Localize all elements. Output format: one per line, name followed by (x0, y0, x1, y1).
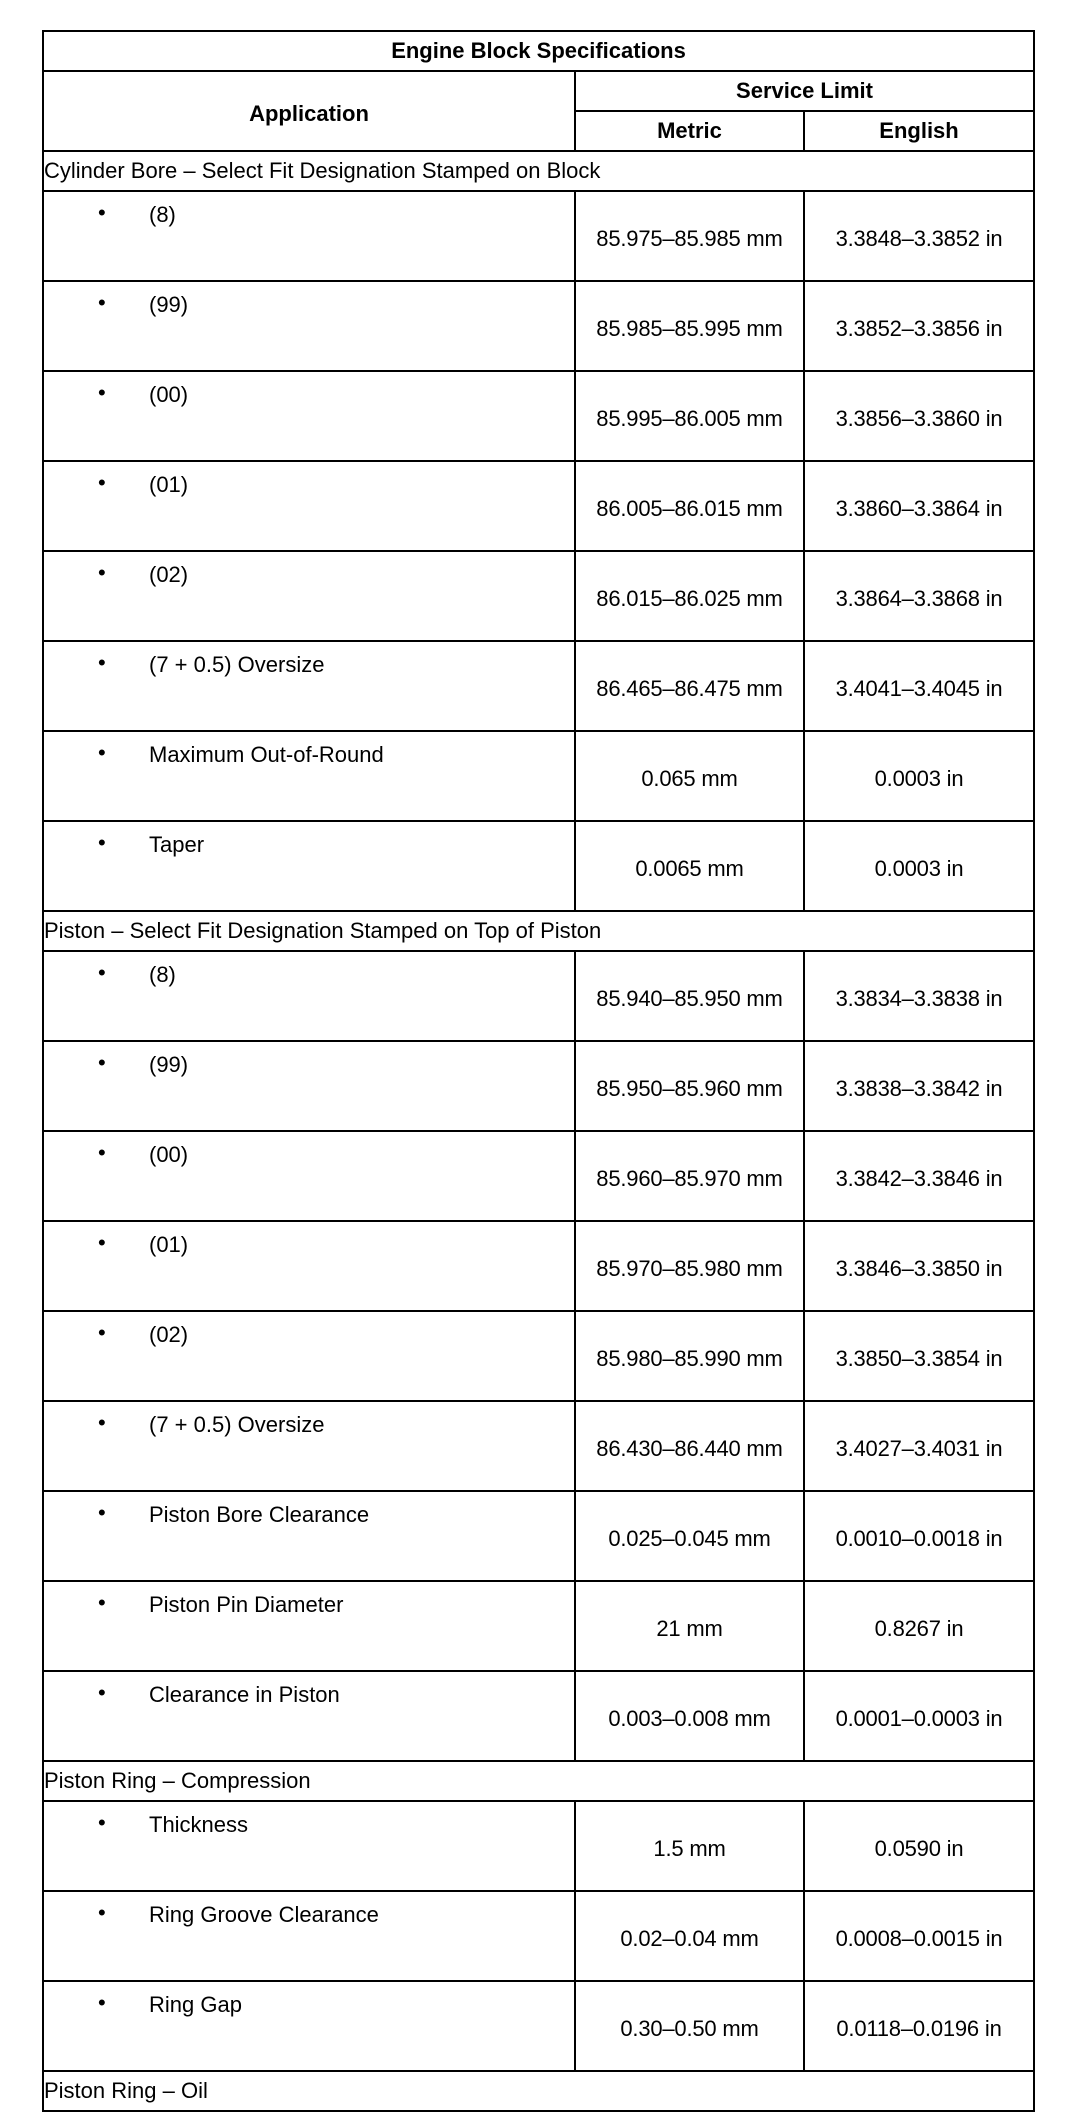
application-cell (43, 1131, 575, 1221)
bullet-icon: • (98, 560, 106, 585)
section-row (43, 2071, 1034, 2111)
english-value: 3.3834–3.3838 in (804, 951, 1034, 1041)
english-value: 0.0590 in (804, 1801, 1034, 1891)
english-value: 3.3856–3.3860 in (804, 371, 1034, 461)
application-label: (00) (149, 382, 189, 407)
table-row (43, 1581, 1034, 1671)
metric-value: 85.960–85.970 mm (575, 1131, 804, 1221)
table-row (43, 281, 1034, 371)
application-cell (43, 1491, 575, 1581)
english-value: 3.3864–3.3868 in (804, 551, 1034, 641)
english-value: 3.3860–3.3864 in (804, 461, 1034, 551)
metric-value: 0.0065 mm (575, 821, 804, 911)
application-cell (43, 461, 575, 551)
application-cell (43, 371, 575, 461)
metric-value: 86.015–86.025 mm (575, 551, 804, 641)
application-cell (43, 281, 575, 371)
application-label: (01) (149, 472, 189, 497)
application-label: Maximum Out-of-Round (149, 742, 384, 767)
application-cell (43, 1221, 575, 1311)
bullet-icon: • (98, 1990, 106, 2015)
metric-value: 0.065 mm (575, 731, 804, 821)
table-row (43, 731, 1034, 821)
application-header: Application (43, 71, 575, 151)
metric-value: 0.003–0.008 mm (575, 1671, 804, 1761)
english-value: 3.4041–3.4045 in (804, 641, 1034, 731)
table-row (43, 821, 1034, 911)
metric-value: 86.430–86.440 mm (575, 1401, 804, 1491)
table-title: Engine Block Specifications (43, 31, 1034, 71)
english-value: 3.3842–3.3846 in (804, 1131, 1034, 1221)
bullet-icon: • (98, 960, 106, 985)
bullet-icon: • (98, 650, 106, 675)
bullet-icon: • (98, 200, 106, 225)
metric-value: 21 mm (575, 1581, 804, 1671)
application-label: (7 + 0.5) Oversize (149, 1412, 325, 1437)
table-row (43, 371, 1034, 461)
engine-block-spec-table (42, 30, 1035, 2112)
application-label: (01) (149, 1232, 189, 1257)
bullet-icon: • (98, 1680, 106, 1705)
section-title: Cylinder Bore – Select Fit Designation Stamped on Block (43, 151, 1034, 191)
table-row (43, 1801, 1034, 1891)
application-cell (43, 1671, 575, 1761)
bullet-icon: • (98, 1500, 106, 1525)
table-row (43, 1221, 1034, 1311)
section-row (43, 151, 1034, 191)
table-title-row (43, 31, 1034, 71)
application-cell (43, 1311, 575, 1401)
application-label: Ring Gap (149, 1992, 242, 2017)
table-row (43, 1311, 1034, 1401)
table-row (43, 1981, 1034, 2071)
section-title: Piston – Select Fit Designation Stamped on Top of Piston (43, 911, 1034, 951)
application-label: Thickness (149, 1812, 249, 1837)
table-row (43, 1131, 1034, 1221)
section-row (43, 911, 1034, 951)
metric-value: 85.975–85.985 mm (575, 191, 804, 281)
application-cell (43, 1041, 575, 1131)
english-value: 3.3838–3.3842 in (804, 1041, 1034, 1131)
application-cell (43, 951, 575, 1041)
bullet-icon: • (98, 1320, 106, 1345)
table-row (43, 1671, 1034, 1761)
bullet-icon: • (98, 740, 106, 765)
application-cell (43, 821, 575, 911)
english-value: 3.4027–3.4031 in (804, 1401, 1034, 1491)
table-row (43, 461, 1034, 551)
metric-value: 85.950–85.960 mm (575, 1041, 804, 1131)
bullet-icon: • (98, 470, 106, 495)
table-row (43, 641, 1034, 731)
bullet-icon: • (98, 290, 106, 315)
header-row (43, 71, 1034, 111)
bullet-icon: • (98, 1050, 106, 1075)
application-label: (02) (149, 562, 189, 587)
bullet-icon: • (98, 1590, 106, 1615)
english-header: English (804, 111, 1034, 151)
metric-value: 86.005–86.015 mm (575, 461, 804, 551)
section-row (43, 1761, 1034, 1801)
english-value: 0.0118–0.0196 in (804, 1981, 1034, 2071)
application-cell (43, 1801, 575, 1891)
application-cell (43, 641, 575, 731)
application-label: (7 + 0.5) Oversize (149, 652, 325, 677)
application-cell (43, 1401, 575, 1491)
bullet-icon: • (98, 1140, 106, 1165)
english-value: 3.3846–3.3850 in (804, 1221, 1034, 1311)
table-row (43, 951, 1034, 1041)
metric-value: 0.025–0.045 mm (575, 1491, 804, 1581)
bullet-icon: • (98, 380, 106, 405)
application-cell (43, 1891, 575, 1981)
table-body (43, 151, 1034, 2111)
metric-value: 85.980–85.990 mm (575, 1311, 804, 1401)
application-cell (43, 191, 575, 281)
application-label: (8) (149, 202, 176, 227)
table-row (43, 191, 1034, 281)
table-row (43, 1891, 1034, 1981)
english-value: 0.0003 in (804, 821, 1034, 911)
table-row (43, 1401, 1034, 1491)
application-label: Taper (149, 832, 205, 857)
application-label: Ring Groove Clearance (149, 1902, 379, 1927)
application-label: Clearance in Piston (149, 1682, 340, 1707)
table-row (43, 1041, 1034, 1131)
metric-value: 86.465–86.475 mm (575, 641, 804, 731)
metric-value: 85.985–85.995 mm (575, 281, 804, 371)
application-label: (99) (149, 292, 189, 317)
section-title: Piston Ring – Compression (43, 1761, 1034, 1801)
metric-header: Metric (575, 111, 804, 151)
bullet-icon: • (98, 1410, 106, 1435)
table-row (43, 551, 1034, 641)
table-row (43, 1491, 1034, 1581)
english-value: 3.3848–3.3852 in (804, 191, 1034, 281)
metric-value: 1.5 mm (575, 1801, 804, 1891)
application-label: (99) (149, 1052, 189, 1077)
bullet-icon: • (98, 1810, 106, 1835)
bullet-icon: • (98, 830, 106, 855)
english-value: 0.0003 in (804, 731, 1034, 821)
metric-value: 85.940–85.950 mm (575, 951, 804, 1041)
metric-value: 0.30–0.50 mm (575, 1981, 804, 2071)
application-cell (43, 551, 575, 641)
application-label: Piston Pin Diameter (149, 1592, 344, 1617)
english-value: 3.3850–3.3854 in (804, 1311, 1034, 1401)
metric-value: 0.02–0.04 mm (575, 1891, 804, 1981)
english-value: 0.0010–0.0018 in (804, 1491, 1034, 1581)
application-label: Piston Bore Clearance (149, 1502, 370, 1527)
application-cell (43, 1981, 575, 2071)
english-value: 3.3852–3.3856 in (804, 281, 1034, 371)
application-cell (43, 731, 575, 821)
bullet-icon: • (98, 1230, 106, 1255)
application-label: (8) (149, 962, 176, 987)
english-value: 0.8267 in (804, 1581, 1034, 1671)
service-limit-header: Service Limit (575, 71, 1034, 111)
section-title: Piston Ring – Oil (43, 2071, 1034, 2111)
bullet-icon: • (98, 1900, 106, 1925)
application-cell (43, 1581, 575, 1671)
metric-value: 85.970–85.980 mm (575, 1221, 804, 1311)
english-value: 0.0008–0.0015 in (804, 1891, 1034, 1981)
application-label: (02) (149, 1322, 189, 1347)
application-label: (00) (149, 1142, 189, 1167)
english-value: 0.0001–0.0003 in (804, 1671, 1034, 1761)
metric-value: 85.995–86.005 mm (575, 371, 804, 461)
